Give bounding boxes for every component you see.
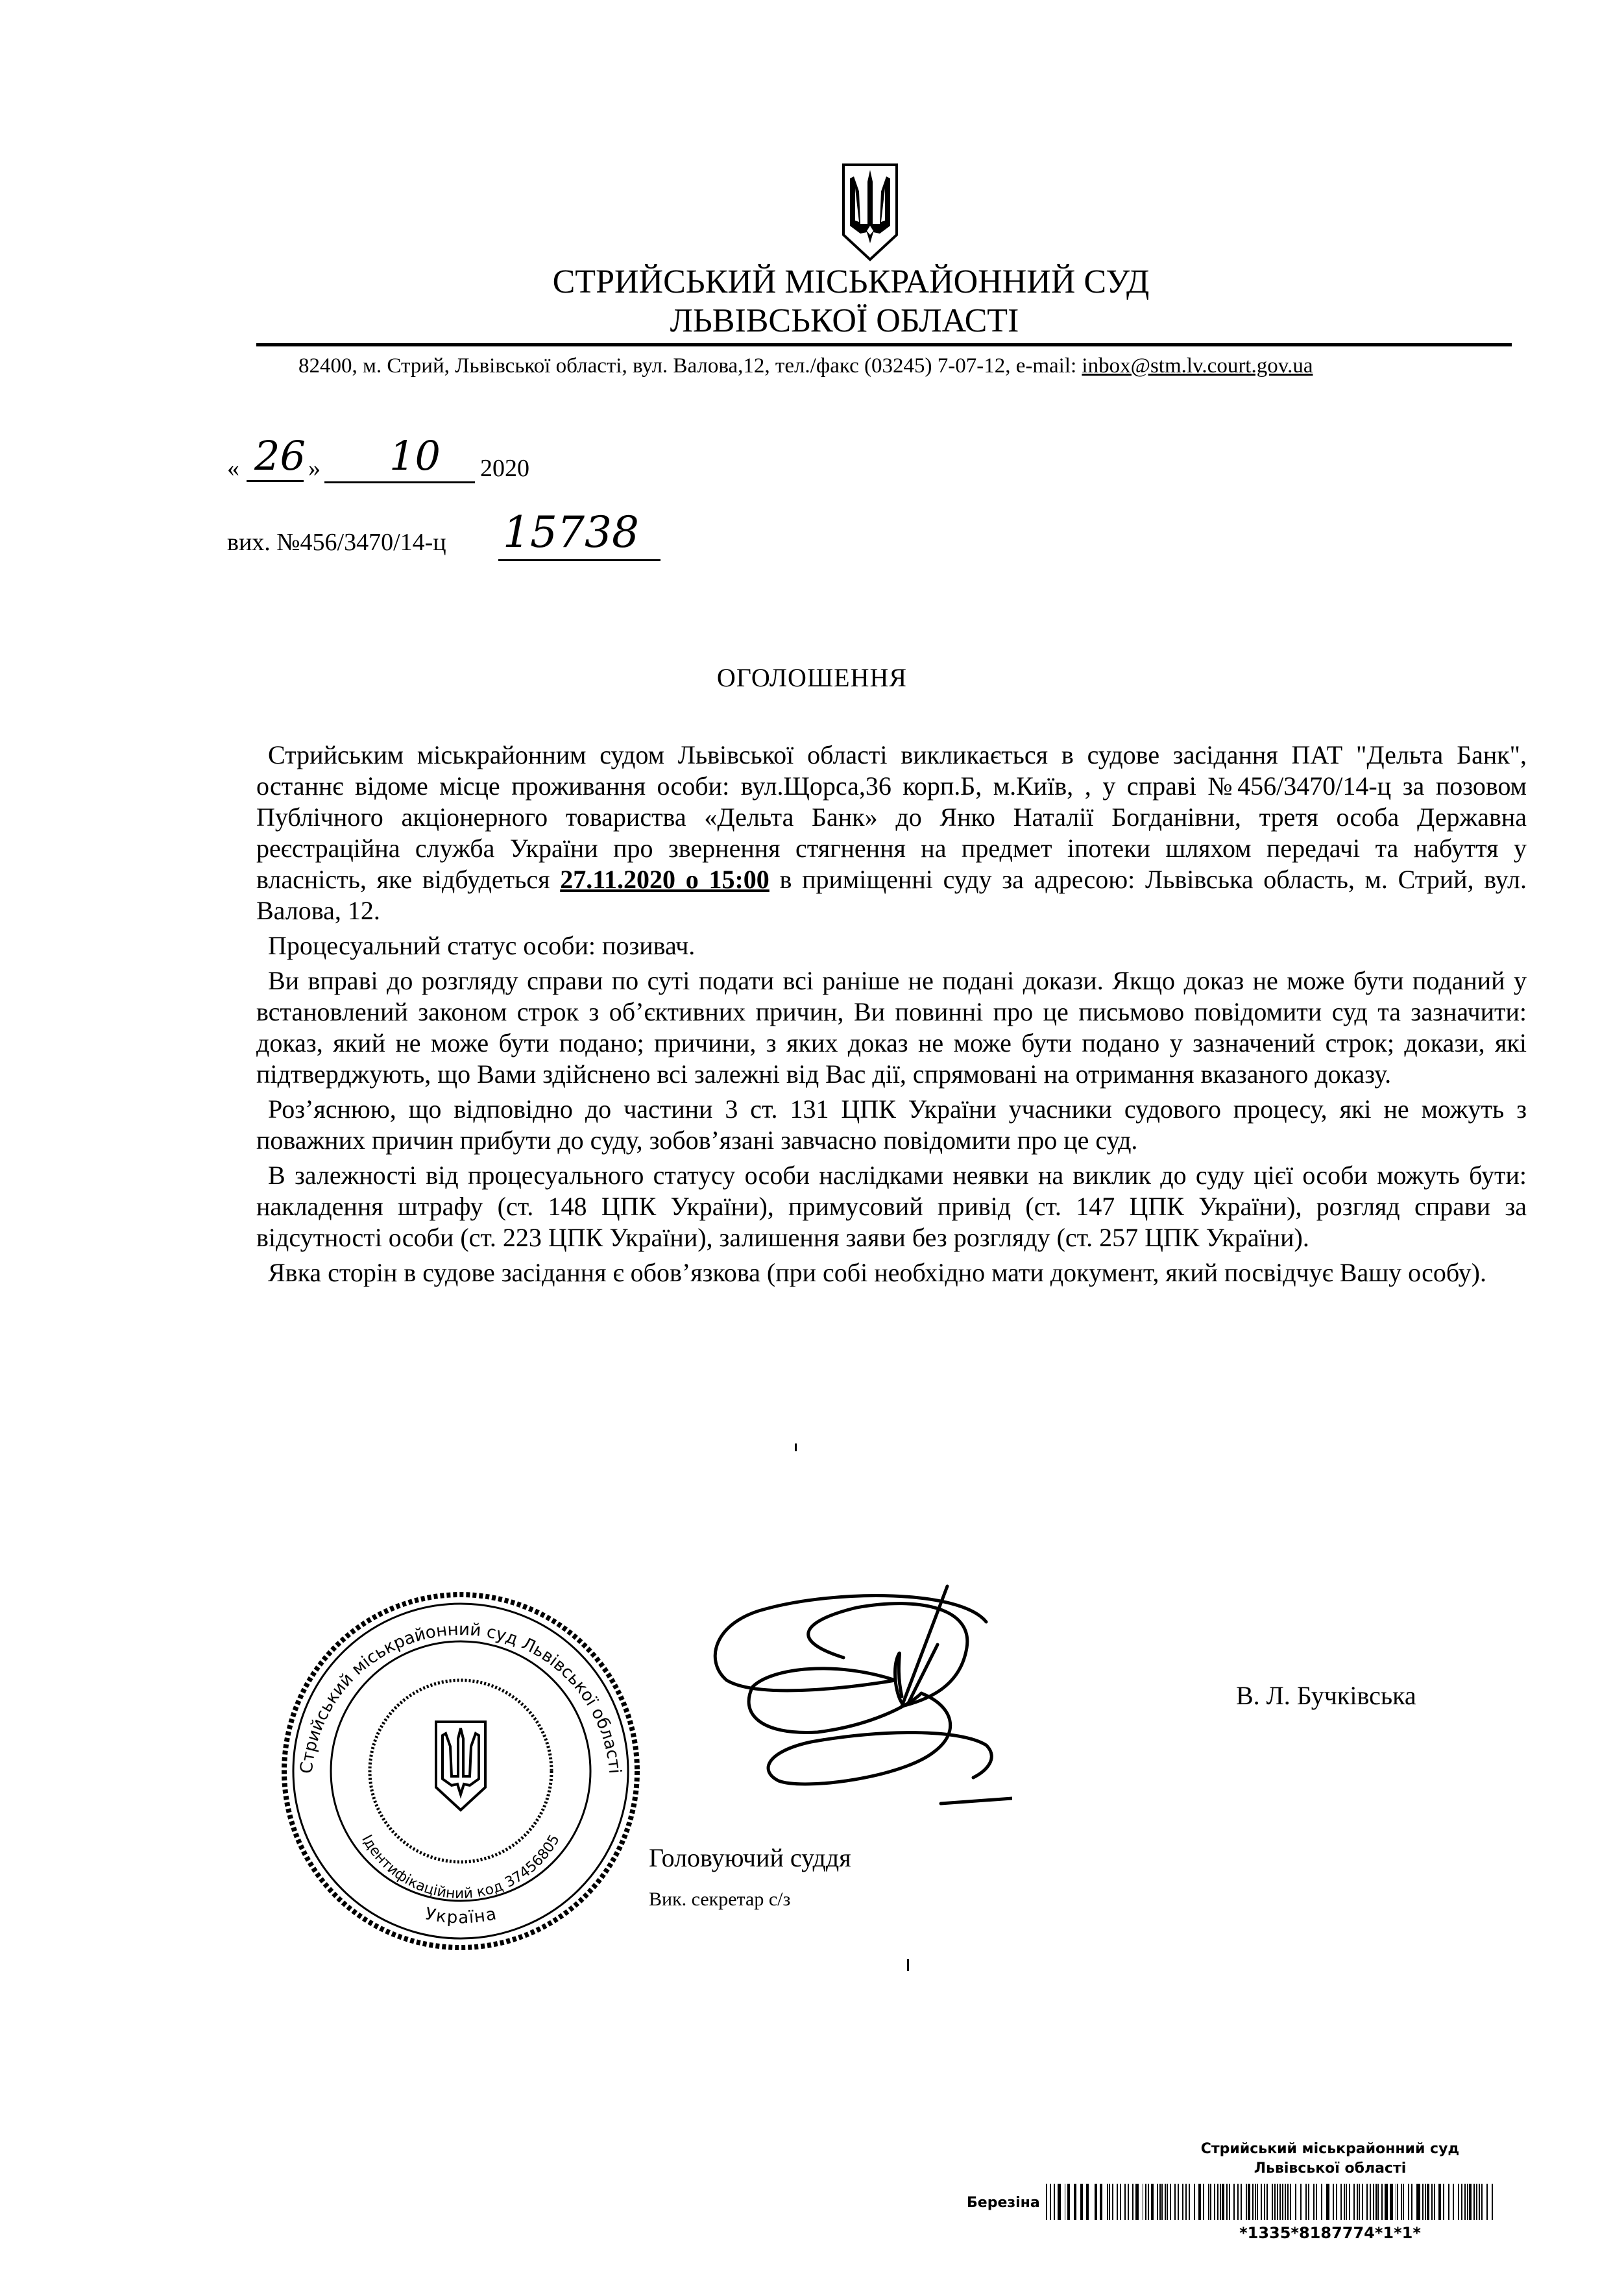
- barcode-bar: [1208, 2184, 1209, 2220]
- court-address: [298, 352, 1313, 380]
- barcode-bar: [1107, 2184, 1108, 2220]
- barcode-bar: [1128, 2184, 1129, 2220]
- barcode-bar: [1321, 2184, 1322, 2220]
- barcode-bar: [1257, 2184, 1258, 2220]
- barcode-place-label: Березіна: [967, 2195, 1040, 2211]
- barcode-bar: [1135, 2184, 1139, 2220]
- barcode-bar: [1346, 2184, 1347, 2220]
- barcode-bar: [1326, 2184, 1329, 2220]
- barcode-bar: [1486, 2184, 1488, 2220]
- barcode-bar: [1287, 2184, 1289, 2220]
- barcode-bar: [1467, 2184, 1468, 2220]
- barcode-bar: [1473, 2184, 1475, 2220]
- barcode-bar: [1151, 2184, 1152, 2220]
- barcode-bar: [1132, 2184, 1133, 2220]
- barcode-bar: [1095, 2184, 1097, 2220]
- barcode-bar: [1220, 2184, 1221, 2220]
- barcode-bar: [1425, 2184, 1426, 2220]
- barcode-bar: [1272, 2184, 1273, 2220]
- barcode-bar: [1086, 2184, 1089, 2220]
- document-title: ОГОЛОШЕННЯ: [716, 663, 908, 692]
- barcode-bar: [1148, 2184, 1149, 2220]
- barcode-bar: [1080, 2184, 1083, 2220]
- barcode-bar: [1448, 2184, 1449, 2220]
- barcode-bar: [1492, 2184, 1493, 2220]
- barcode-bar: [1124, 2184, 1126, 2220]
- seal-outer-text: Стрийський міськрайонний суд Львівської області: [297, 1619, 625, 1775]
- barcode-bar: [1376, 2184, 1377, 2220]
- barcode-bar: [1161, 2184, 1163, 2220]
- seal-inner-text: Ідентифікаційний код 37456805: [358, 1831, 563, 1902]
- handwritten-signature: [688, 1583, 1012, 1817]
- barcode-bar: [1178, 2184, 1179, 2220]
- barcode-bar: [1381, 2184, 1383, 2220]
- barcode-bar: [1112, 2184, 1113, 2220]
- barcode-bar: [1403, 2184, 1404, 2220]
- trident-coat-of-arms-icon: [841, 162, 899, 263]
- barcode-bar: [1401, 2184, 1402, 2220]
- summons-text-after: в приміщенні суду за адресою: Львівська область, м. Стрий, вул. Валова, 12.: [256, 865, 1527, 925]
- close-quote: »: [308, 455, 321, 482]
- barcode-bar: [1058, 2184, 1061, 2220]
- barcode-bar: [1248, 2184, 1249, 2220]
- barcode-bar: [1074, 2184, 1076, 2220]
- paragraph-clarification: Роз’яснюю, що відповідно до частини 3 ст. 131 ЦПК України учасники судового процесу, які не можуть з поважних причин прибути до суду, зобов’язані завчасно повідомити про це суд.: [256, 1094, 1527, 1155]
- barcode-bar: [1165, 2184, 1166, 2220]
- barcode-bar: [1344, 2184, 1345, 2220]
- barcode-org-line2: Львівської області: [1254, 2160, 1407, 2177]
- barcode-bar: [1252, 2184, 1254, 2220]
- paragraph-attendance: Явка сторін в судове засідання є обов’язкова (при собі необхідно мати документ, який посвідчує Вашу особу).: [268, 1258, 1486, 1287]
- year: 2020: [480, 455, 529, 482]
- judge-name: В. Л. Бучківська: [1236, 1681, 1416, 1710]
- barcode-bar: [1313, 2184, 1315, 2220]
- barcode-bar: [1438, 2184, 1440, 2220]
- barcode-bar: [1349, 2184, 1350, 2220]
- barcode-bar: [1476, 2184, 1477, 2220]
- scan-speck: [907, 1959, 909, 1971]
- barcode-bar: [1246, 2184, 1247, 2220]
- barcode-bar: [1418, 2184, 1419, 2220]
- barcode-bar: [1366, 2184, 1368, 2220]
- paragraph-summons: [256, 740, 1527, 926]
- barcode-bar: [1054, 2184, 1055, 2220]
- barcode-bar: [1194, 2184, 1195, 2220]
- barcode-bar: [1203, 2184, 1204, 2220]
- barcode-bar: [1434, 2184, 1435, 2220]
- barcode-bar: [1174, 2184, 1176, 2220]
- barcode-bar: [1377, 2184, 1379, 2220]
- date-line: [227, 432, 681, 493]
- barcode-bar: [1182, 2184, 1183, 2220]
- barcode-bar: [1067, 2184, 1070, 2220]
- barcode-bar: [1408, 2184, 1409, 2220]
- barcode-bar: [1145, 2184, 1146, 2220]
- barcode-org-line1: Стрийський міськрайонний суд: [1200, 2141, 1460, 2157]
- barcode-bar: [1100, 2184, 1102, 2220]
- barcode-bar: [1189, 2184, 1190, 2220]
- barcode-bar: [1157, 2184, 1158, 2220]
- barcode-bar: [1431, 2184, 1433, 2220]
- secretary-label: Вик. секретар с/з: [649, 1889, 791, 1910]
- outgoing-prefix: вих. №456/3470/14-ц: [227, 529, 446, 556]
- barcode-bar: [1170, 2184, 1171, 2220]
- barcode-bar: [1469, 2184, 1470, 2220]
- paragraph-consequences: В залежності від процесуального статусу особи наслідками неявки на виклик до суду цієї особи можуть бути: накладення штрафу (ст. 148 ЦПК України), примусовий привід (ст. 147 ЦПК України), розгляд справи за відсутності особи (ст. 223 ЦПК України), залишення заяви без розгляду (ст. 257 ЦПК України).: [256, 1161, 1527, 1252]
- barcode-bar: [1223, 2184, 1224, 2220]
- paragraph-evidence: Ви вправі до розгляду справи по суті подати всі раніше не подані докази. Якщо доказ не може бути поданий у встановлений законом строк з об’єктивних причин, Ви повинні про це письмово повідомити суд та зазначити: доказ, який не може бути подано; причини, з яких доказ не може бути подано у зазначений строк; докази, які підтверджують, що Вами здійснено всі залежні від Вас дії, спрямовані на отримання вказаного доказу.: [256, 966, 1527, 1089]
- barcode-bar: [1217, 2184, 1218, 2220]
- barcode-bar: [1198, 2184, 1200, 2220]
- barcode-bar: [1390, 2184, 1393, 2220]
- announcement-body: [256, 740, 1527, 1292]
- court-seal-stamp: [279, 1589, 642, 1953]
- barcode-bar: [1359, 2184, 1360, 2220]
- presiding-judge-label: Головуючий суддя: [649, 1843, 851, 1872]
- hearing-datetime: 27.11.2020 о 15:00: [560, 865, 770, 894]
- barcode-bar: [1233, 2184, 1235, 2220]
- seal-bottom-text: Україна: [423, 1904, 498, 1928]
- barcode-bar: [1397, 2184, 1398, 2220]
- barcode-bar: [1440, 2184, 1441, 2220]
- open-quote: «: [227, 455, 239, 482]
- barcode-bar: [1120, 2184, 1121, 2220]
- barcode-bar: [1416, 2184, 1418, 2220]
- handwritten-outgoing-number: 15738: [503, 507, 639, 557]
- barcode-bar: [1461, 2184, 1462, 2220]
- barcode-bar: [1479, 2184, 1480, 2220]
- barcode-bar: [1427, 2184, 1428, 2220]
- email-link[interactable]: inbox@stm.lv.court.gov.ua: [1082, 354, 1313, 378]
- barcode-bar: [1255, 2184, 1256, 2220]
- barcode-bar: [1290, 2184, 1291, 2220]
- barcode-bar: [1152, 2184, 1154, 2220]
- barcode-bar: [1109, 2184, 1110, 2220]
- barcode-bar: [1464, 2184, 1466, 2220]
- barcode-bar: [1353, 2184, 1355, 2220]
- barcode-bar: [1422, 2184, 1424, 2220]
- barcode-bar: [1428, 2184, 1429, 2220]
- court-name-line2: ЛЬВІВСЬКОЇ ОБЛАСТІ: [670, 302, 1019, 339]
- barcode-bar: [1285, 2184, 1286, 2220]
- barcode-bar: [1200, 2184, 1201, 2220]
- handwritten-day: 26: [254, 432, 306, 479]
- barcode-bar: [1210, 2184, 1211, 2220]
- barcode-bar: [1226, 2184, 1228, 2220]
- outgoing-number-underline: [498, 559, 661, 561]
- barcode-bar: [1117, 2184, 1118, 2220]
- barcode-bar: [1237, 2184, 1239, 2220]
- barcode-bar: [1300, 2184, 1302, 2220]
- barcode-bar: [1305, 2184, 1307, 2220]
- barcode-bar: [1419, 2184, 1420, 2220]
- barcode-bar: [1159, 2184, 1161, 2220]
- handwritten-month: 10: [389, 432, 441, 479]
- barcode-bar: [1308, 2184, 1309, 2220]
- barcode-bar: [1274, 2184, 1276, 2220]
- day-underline: [247, 480, 304, 482]
- barcode-bar: [1336, 2184, 1337, 2220]
- barcode-bar: [1264, 2184, 1265, 2220]
- barcode-bar: [1046, 2184, 1047, 2220]
- barcode-bar: [1261, 2184, 1262, 2220]
- barcode-bar: [1453, 2184, 1454, 2220]
- barcode-bar: [1481, 2184, 1483, 2220]
- barcode-bar: [1385, 2184, 1388, 2220]
- barcode-bar: [1333, 2184, 1334, 2220]
- barcode-bar: [1316, 2184, 1317, 2220]
- scan-speck: [795, 1443, 797, 1451]
- barcode-bar: [1411, 2184, 1412, 2220]
- barcode-bar: [1266, 2184, 1268, 2220]
- barcode-bar: [1470, 2184, 1472, 2220]
- barcode-bar: [1241, 2184, 1242, 2220]
- barcode-number: *1335*8187774*1*1*: [1239, 2224, 1421, 2242]
- barcode-bar: [1295, 2184, 1296, 2220]
- barcode-bar: [1443, 2184, 1444, 2220]
- barcode-bar: [1279, 2184, 1281, 2220]
- barcode-bar: [1282, 2184, 1283, 2220]
- barcode-bar: [1277, 2184, 1278, 2220]
- barcode-bar: [1370, 2184, 1371, 2220]
- barcode-bar: [1357, 2184, 1358, 2220]
- outgoing-number-line: [227, 507, 746, 571]
- summons-text-before: Стрийським міськрайонним судом Львівської області викликається в судове засідання ПАТ "Дельта Банк", останнє відоме місце проживання особи: вул.Щорса,36 корп.Б, м.Київ, , у справі №456/3470/14-ц за позовом Публічного акціонерного товариства «Дельта Банк» до Янко Наталії Богданівни, третя особа Державна реєстраційна служба України про звернення стягнення на предмет іпотеки шляхом передачі та набуття у власність, яке відбудеться: [256, 740, 1527, 894]
- barcode-bar: [1185, 2184, 1187, 2220]
- barcode-bar: [1214, 2184, 1215, 2220]
- barcode-bar: [1373, 2184, 1374, 2220]
- paragraph-procedural-status: Процесуальний статус особи: позивач.: [268, 931, 696, 960]
- barcode-bar: [1050, 2184, 1051, 2220]
- barcode-bar: [1167, 2184, 1168, 2220]
- barcode-bar: [1458, 2184, 1459, 2220]
- barcode-icon: [1045, 2184, 1499, 2220]
- address-text: 82400, м. Стрий, Львівської області, вул. Валова,12, тел./факс (03245) 7-07-12, e-mail:: [298, 354, 1082, 378]
- header-divider: [256, 343, 1512, 346]
- barcode-bar: [1222, 2184, 1223, 2220]
- seal-trident-icon: [436, 1722, 485, 1810]
- court-name-line1: СТРИЙСЬКИЙ МІСЬКРАЙОННИЙ СУД: [552, 263, 1150, 300]
- barcode-bar: [1340, 2184, 1342, 2220]
- barcode-bar: [1249, 2184, 1250, 2220]
- barcode-bar: [1229, 2184, 1230, 2220]
- barcode-bar: [1362, 2184, 1363, 2220]
- month-underline: [324, 481, 475, 483]
